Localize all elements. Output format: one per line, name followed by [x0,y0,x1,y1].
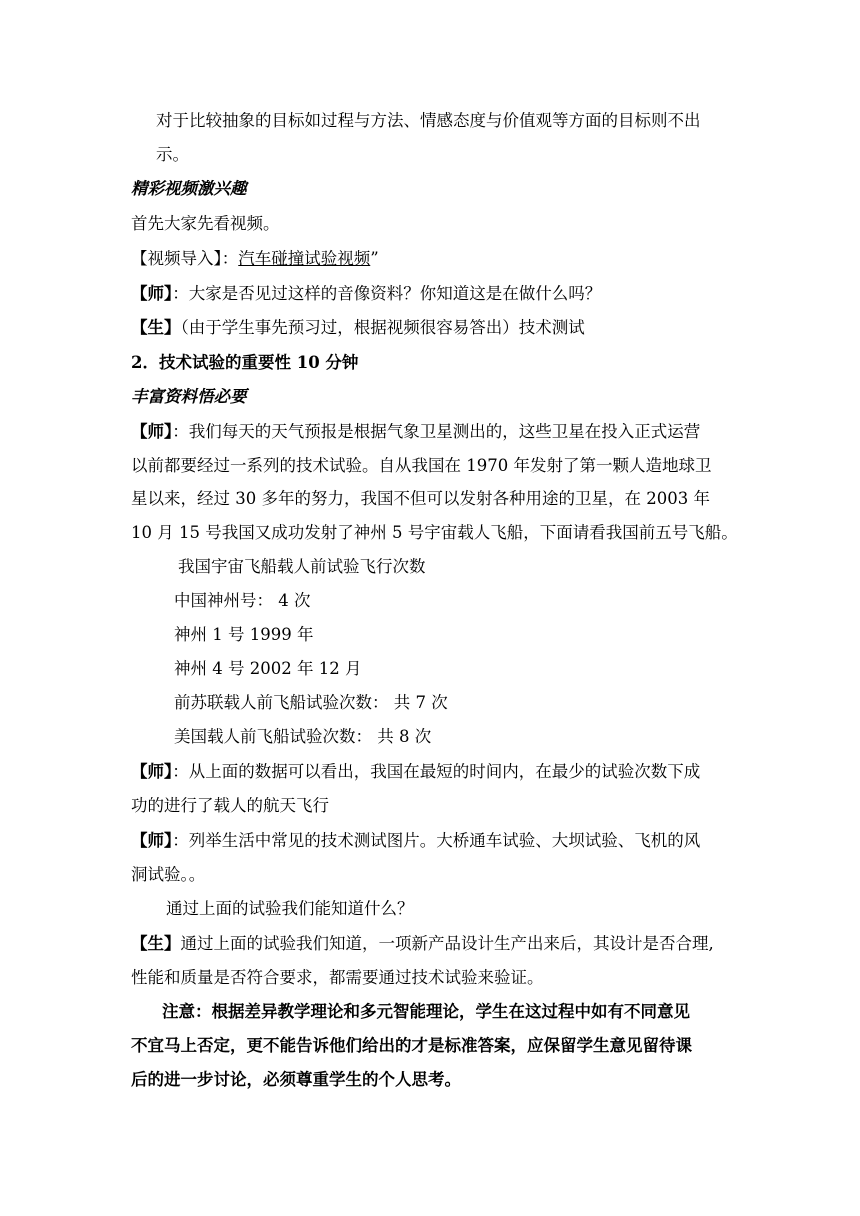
teacher-label: 【师】 [131,422,173,441]
teacher-text: ：从上面的数据可以看出，我国在最短的时间内，在最少的试验次数下成 [172,762,701,781]
note-line-3: 后的进一步讨论，必须尊重学生的个人思考。 [131,1070,461,1089]
video-link[interactable]: 汽车碰撞试验视频 [238,249,371,268]
subheading-materials: 丰富资料悟必要 [131,387,247,406]
teacher-paragraph-line-3: 星以来，经过 30 多年的努力，我国不但可以发射各种用途的卫星，在 2003 年 [131,489,710,508]
teacher-examples-line-2: 洞试验。。 [131,865,206,884]
student-response-line-1 [131,933,714,955]
teacher-text: ：列举生活中常见的技术测试图片。大桥通车试验、大坝试验、飞机的风 [172,831,701,850]
video-quote: ” [370,249,379,268]
teacher-paragraph-line-4: 10 月 15 号我国又成功发射了神州 5 号宇宙载人飞船，下面请看我国前五号飞船。 [131,523,738,542]
teacher-label: 【师】 [131,284,173,303]
teacher-text: ：我们每天的天气预报是根据气象卫星测出的，这些卫星在投入正式运营 [172,422,701,441]
table-row: 中国神州号： 4 次 [174,591,311,610]
table-title: 我国宇宙飞船载人前试验飞行次数 [178,557,426,576]
teacher-label: 【师】 [131,831,173,850]
student-label: 【生】 [131,934,181,953]
video-intro-line [131,248,379,270]
teacher-conclusion-line-1 [131,761,700,783]
student-text: 通过上面的试验我们知道，一项新产品设计生产出来后，其设计是否合理, [180,934,714,953]
teacher-paragraph-line-2: 以前都要经过一系列的技术试验。自从我国在 1970 年发射了第一颗人造地球卫 [131,456,712,475]
teacher-conclusion-line-2: 功的进行了载人的航天飞行 [131,796,329,815]
student-answer-line [131,317,585,339]
video-label: 【视频导入】： [131,249,239,268]
teacher-examples-line-1 [131,830,700,852]
section-heading-video: 精彩视频激兴趣 [131,179,247,198]
student-label: 【生】 [131,318,181,337]
question-line: 通过上面的试验我们能知道什么？ [166,899,414,918]
intro-line-2: 示。 [156,145,189,164]
teacher-question: ：大家是否见过这样的音像资料？你知道这是在做什么吗？ [172,284,602,303]
table-row: 美国载人前飞船试验次数： 共 8 次 [174,727,432,746]
student-response-line-2: 性能和质量是否符合要求，都需要通过技术试验来验证。 [131,968,544,987]
table-row: 前苏联载人前飞船试验次数： 共 7 次 [174,693,448,712]
note-line-2: 不宜马上否定，更不能告诉他们给出的才是标准答案，应保留学生意见留待课 [131,1036,692,1055]
note-line-1: 注意：根据差异教学理论和多元智能理论，学生在这过程中如有不同意见 [162,1002,690,1021]
teacher-paragraph-line-1 [131,421,700,443]
intro-line-1: 对于比较抽象的目标如过程与方法、情感态度与价值观等方面的目标则不出 [156,111,701,130]
teacher-label: 【师】 [131,762,173,781]
teacher-question-line [131,283,601,305]
table-row: 神州 1 号 1999 年 [174,625,314,644]
paragraph-watch-video: 首先大家先看视频。 [131,214,280,233]
section-heading-importance: 2．技术试验的重要性 10 分钟 [131,353,359,372]
student-answer: （由于学生事先预习过，根据视频很容易答出）技术测试 [180,318,585,337]
table-row: 神州 4 号 2002 年 12 月 [174,659,362,678]
